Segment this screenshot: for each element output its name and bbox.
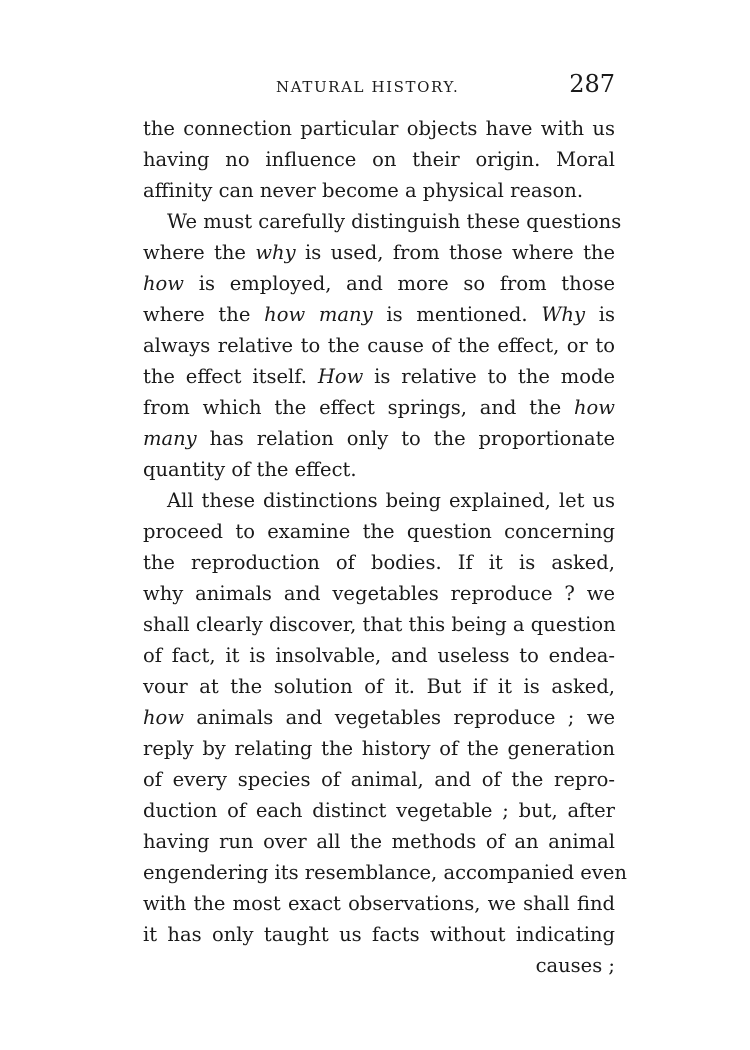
text-run: shall clearly discover, that this being a question [143,613,616,636]
text-run: is relative to the mode [363,365,615,388]
page-header [143,72,615,102]
italic-word: how [143,272,184,295]
text-line [143,113,615,144]
text-run: of fact, it is insolvable, and useless to endea- [143,644,615,667]
text-line [143,578,615,609]
text-line [143,609,615,640]
text-line [143,485,615,516]
text-run: why animals and vegetables reproduce ? we [143,582,615,605]
text-run: reply by relating the history of the generation [143,737,615,760]
italic-word: how many [264,303,373,326]
text-run: quantity of the effect. [143,458,357,481]
text-run: the connection particular objects have with us [143,117,615,140]
text-run: engendering its resemblance, accompanied even [143,861,627,884]
italic-word: why [255,241,296,264]
text-run: having run over all the methods of an animal [143,830,615,853]
text-run: with the most exact observations, we shall find [143,892,615,915]
text-run: vour at the solution of it. But if it is asked, [143,675,615,698]
text-run: is mentioned. [372,303,542,326]
text-run: from which the effect springs, and the [143,396,574,419]
text-line [143,237,615,268]
text-line [143,826,615,857]
text-run: the reproduction of bodies. If it is asked, [143,551,615,574]
italic-word: How [317,365,364,388]
text-run: is used, from those where the [295,241,616,264]
text-line [143,299,615,330]
text-run: duction of each distinct vegetable ; but, after [143,799,615,822]
text-line [143,206,622,237]
text-line [143,516,615,547]
text-line [143,330,615,361]
italic-word: Why [541,303,585,326]
italic-word: many [143,427,197,450]
text-run: always relative to the cause of the effect, or to [143,334,615,357]
text-line [143,423,615,454]
italic-word: how [574,396,615,419]
text-run: where the [143,303,265,326]
text-line [143,919,615,950]
text-line [143,795,615,826]
text-run: of every species of animal, and of the repro- [143,768,615,791]
text-run: is [584,303,616,326]
italic-word: how [143,706,184,729]
text-run: causes ; [535,954,615,977]
text-run: All these distinctions being explained, let us [167,489,615,512]
text-run: it has only taught us facts without indicating [143,923,615,946]
text-line [143,671,615,702]
text-line [143,392,615,423]
text-line [143,640,615,671]
body-text [143,113,627,981]
text-line [143,454,615,485]
text-run: animals and vegetables reproduce ; we [184,706,615,729]
text-line [143,733,615,764]
text-run: We must carefully distinguish these questions [167,210,622,233]
text-line [143,764,615,795]
text-line [143,888,615,919]
text-run: proceed to examine the question concerning [143,520,615,543]
text-line [143,857,627,888]
text-run: the effect itself. [143,365,318,388]
text-run: affinity can never become a physical reason. [143,179,584,202]
page-number: 287 [569,70,615,98]
catchword-line [143,950,615,981]
text-run: having no influence on their origin. Moral [143,148,615,171]
text-line [143,144,615,175]
text-line [143,268,615,299]
text-run: where the [143,241,256,264]
text-run: has relation only to the proportionate [196,427,615,450]
text-line [143,547,615,578]
text-line [143,361,615,392]
text-run: is employed, and more so from those [184,272,615,295]
text-line [143,175,615,206]
text-line [143,702,615,733]
running-head: NATURAL HISTORY. [276,78,460,96]
